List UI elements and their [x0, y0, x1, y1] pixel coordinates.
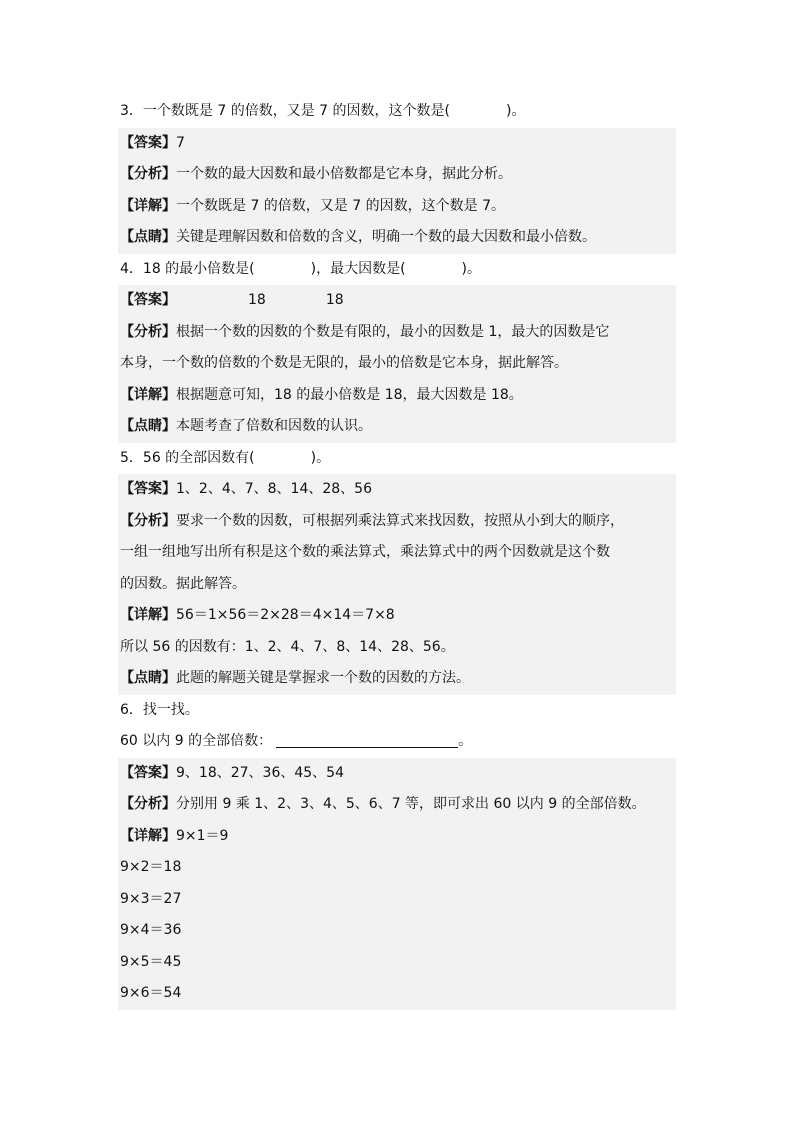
question-4-prompt: 4．18 的最小倍数是( )，最大因数是( )。 [120, 260, 482, 277]
question-5-detail [118, 600, 676, 632]
analysis-tag: 【分析】 [120, 512, 176, 529]
question-4-detail [118, 380, 676, 412]
answer-tag: 【答案】 [120, 134, 176, 151]
detail-tag: 【详解】 [120, 386, 176, 403]
answer-blank-line [276, 733, 458, 748]
detail-text-line-1: 56＝1×56＝2×28＝4×14＝7×8 [176, 607, 395, 623]
detail-text: 根据题意可知，18 的最小倍数是 18，最大因数是 18。 [176, 386, 523, 403]
question-6-detail-line-4: 9×4＝36 [118, 915, 676, 947]
question-6-analysis [118, 789, 676, 821]
answer-tag: 【答案】 [120, 292, 176, 308]
analysis-text: 分别用 9 乘 1、2、3、4、5、6、7 等，即可求出 60 以内 9 的全部倍数。 [176, 796, 646, 812]
question-4-answer [118, 285, 676, 317]
point-text: 关键是理解因数和倍数的含义，明确一个数的最大因数和最小倍数。 [176, 229, 596, 245]
detail-text-line-1: 9×1＝9 [176, 827, 229, 844]
point-tag: 【点睛】 [120, 418, 176, 434]
worksheet-content [118, 96, 676, 1010]
question-6-answer [118, 758, 676, 790]
answer-tag: 【答案】 [120, 764, 176, 781]
answer-text-1: 18 [248, 292, 266, 308]
question-5-prompt: 5．56 的全部因数有( )。 [120, 449, 331, 466]
question-6-detail [118, 821, 676, 853]
detail-tag: 【详解】 [120, 827, 176, 844]
question-6-prompt: 6．找一找。 [120, 701, 199, 718]
answer-text: 9、18、27、36、45、54 [176, 764, 344, 781]
point-tag: 【点睛】 [120, 670, 176, 686]
analysis-tag: 【分析】 [120, 166, 176, 182]
question-6-detail-line-6: 9×6＝54 [118, 978, 676, 1010]
question-5-analysis-cont-2: 的因数。据此解答。 [118, 569, 676, 601]
question-6-detail-line-3: 9×3＝27 [118, 884, 676, 916]
sub-prompt-end: 。 [458, 733, 473, 749]
question-3-point [118, 222, 676, 254]
question-5-detail-cont: 所以 56 的因数有：1、2、4、7、8、14、28、56。 [118, 632, 676, 664]
analysis-text-line-1: 根据一个数的因数的个数是有限的，最小的因数是 1，最大的因数是它 [176, 323, 610, 340]
analysis-text: 一个数的最大因数和最小倍数都是它本身，据此分析。 [176, 166, 512, 182]
detail-text: 一个数既是 7 的倍数，又是 7 的因数，这个数是 7。 [176, 197, 505, 214]
answer-text: 1、2、4、7、8、14、28、56 [176, 481, 372, 497]
question-5-analysis [118, 506, 676, 538]
question-3-answer [118, 128, 676, 160]
question-4-analysis-cont: 本身，一个数的倍数的个数是无限的，最小的倍数是它本身，据此解答。 [118, 348, 676, 380]
detail-tag: 【详解】 [120, 607, 176, 623]
answer-text: 7 [176, 134, 185, 151]
analysis-text-line-1: 要求一个数的因数，可根据列乘法算式来找因数，按照从小到大的顺序， [176, 512, 624, 529]
sub-prompt-text: 60 以内 9 的全部倍数： [120, 733, 273, 749]
question-5-answer [118, 474, 676, 506]
question-6-detail-line-2: 9×2＝18 [118, 852, 676, 884]
question-5-analysis-cont-1: 一组一组地写出所有积是这个数的乘法算式，乘法算式中的两个因数就是这个数 [118, 537, 676, 569]
question-6-sub-prompt [118, 726, 676, 758]
question-3-prompt: 3．一个数既是 7 的倍数，又是 7 的因数，这个数是( )。 [120, 103, 526, 119]
question-3-analysis [118, 159, 676, 191]
analysis-tag: 【分析】 [120, 323, 176, 340]
answer-tag: 【答案】 [120, 481, 176, 497]
question-4-point [118, 411, 676, 443]
answer-text-2: 18 [325, 292, 344, 308]
point-text: 本题考查了倍数和因数的认识。 [176, 418, 372, 434]
question-3-detail [118, 191, 676, 223]
analysis-tag: 【分析】 [120, 796, 176, 812]
question-6-detail-line-5: 9×5＝45 [118, 947, 676, 979]
detail-tag: 【详解】 [120, 197, 176, 214]
point-tag: 【点睛】 [120, 229, 176, 245]
question-4-analysis [118, 317, 676, 349]
question-5-point [118, 663, 676, 695]
point-text: 此题的解题关键是掌握求一个数的因数的方法。 [176, 670, 470, 686]
